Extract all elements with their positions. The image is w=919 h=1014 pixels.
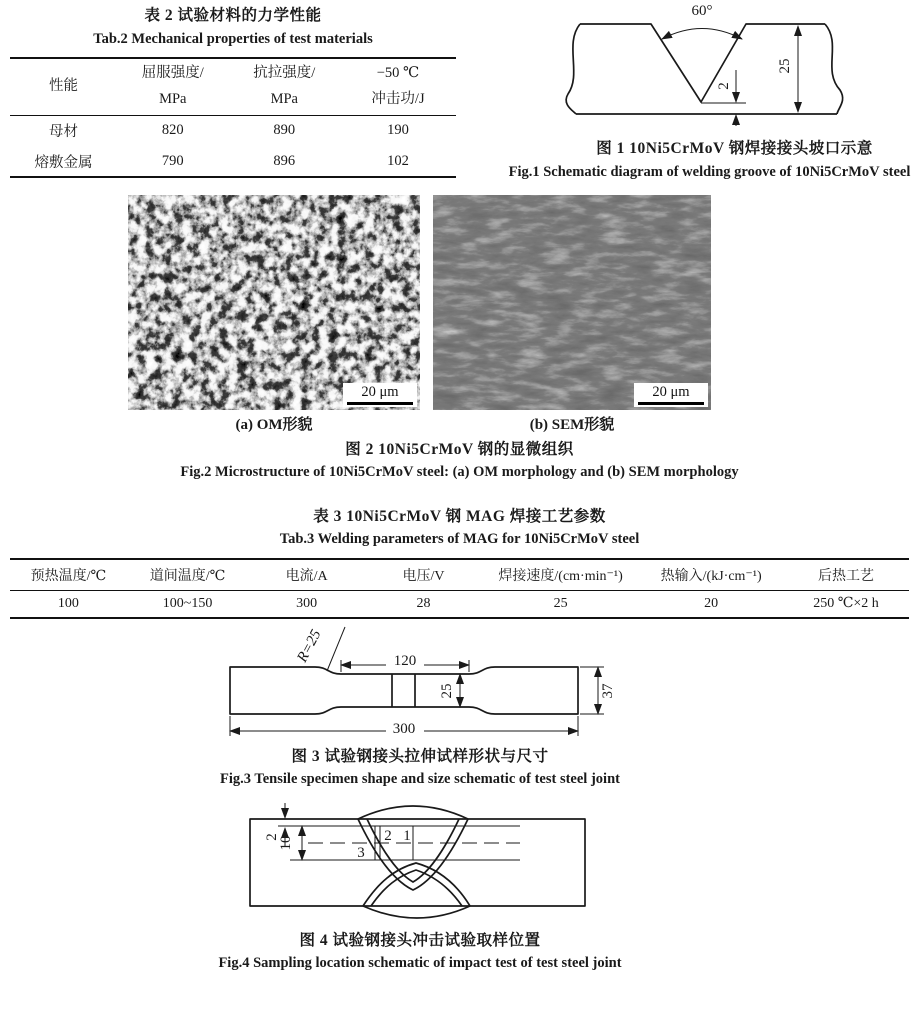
sem-texture — [433, 195, 711, 410]
table2-cell-tensile: 890 — [273, 122, 296, 139]
scale-bar-line — [347, 402, 413, 405]
fig1-caption-zh: 图 1 10Ni5CrMoV 钢焊接接头坡口示意 — [596, 140, 873, 157]
table-row — [10, 590, 909, 618]
fig2-subcaption-b: (b) SEM形貌 — [529, 417, 615, 433]
table2-title-en: Tab.2 Mechanical properties of test materials — [93, 31, 373, 47]
table3-header-postheat: 后热工艺 — [818, 568, 875, 584]
sem-micrograph — [433, 195, 711, 410]
table2 — [10, 57, 456, 178]
table3-cell-current: 300 — [296, 595, 318, 611]
table3-header-interpass: 道间温度/℃ — [149, 568, 226, 584]
table3-cell-interpass: 100~150 — [162, 595, 213, 611]
table3-cell-heat-input: 20 — [704, 595, 719, 611]
table2-header-yield-line2: MPa — [159, 90, 187, 107]
specimen-outline — [230, 667, 578, 714]
table2-header-row — [10, 58, 456, 115]
table-row — [10, 115, 456, 146]
table3-cell-preheat: 100 — [57, 595, 79, 611]
weld-top-cap — [358, 806, 468, 819]
fig1-groove-diagram — [550, 2, 918, 126]
table2-header-impact-line2: 冲击功/J — [371, 90, 425, 107]
sampling-label-3: 3 — [357, 845, 365, 861]
fig3-caption-en: Fig.3 Tensile specimen shape and size schematic of test steel joint — [220, 771, 620, 787]
fig3-caption-zh: 图 3 试验钢接头拉伸试样形状与尺寸 — [291, 748, 549, 765]
table3-title-en: Tab.3 Welding parameters of MAG for 10Ni5CrMoV steel — [279, 531, 640, 547]
table3-header-voltage: 电压/V — [402, 568, 445, 584]
table3-header-row — [10, 559, 909, 590]
table2-cell-name: 熔敷金属 — [34, 154, 93, 171]
table2-cell-yield: 790 — [161, 152, 184, 169]
sampling-label-1: 1 — [403, 828, 411, 844]
dim-label-angle: 60° — [691, 3, 713, 19]
table2-header-tensile-line2: MPa — [270, 90, 298, 107]
fig3-tensile-specimen-diagram — [200, 624, 640, 746]
scale-bar-line — [638, 402, 704, 405]
table2-cell-impact: 102 — [387, 152, 409, 169]
om-texture — [128, 195, 420, 410]
scale-bar — [634, 383, 708, 407]
table3-title-zh: 表 3 10Ni5CrMoV 钢 MAG 焊接工艺参数 — [313, 508, 606, 525]
weld-bottom-cap — [363, 906, 470, 918]
table2-cell-name: 母材 — [49, 124, 79, 141]
dim-label-gauge: 120 — [393, 653, 417, 669]
om-micrograph — [128, 195, 420, 410]
fig2-subcaption-a: (a) OM形貌 — [235, 417, 313, 433]
scale-bar-label: 20 μm — [652, 384, 690, 400]
dim-label-width: 25 — [439, 683, 455, 699]
fig1-caption-en: Fig.1 Schematic diagram of welding groove of 10Ni5CrMoV steel — [508, 164, 911, 180]
table2-header-impact — [340, 58, 456, 115]
table3-header-current: 电流/A — [285, 568, 328, 584]
scale-bar — [343, 383, 417, 407]
table2-header-tensile-line1: 抗拉强度/ — [253, 65, 316, 82]
scale-bar-label: 20 μm — [361, 384, 399, 400]
dim-label-root: 2 — [716, 82, 732, 90]
table2-cell-impact: 190 — [387, 122, 409, 139]
table3-cell-voltage: 28 — [416, 595, 431, 611]
fig4-caption-en: Fig.4 Sampling location schematic of impact test of test steel joint — [218, 955, 622, 971]
sampling-label-2: 2 — [384, 828, 392, 844]
plate-right-break-line — [825, 24, 843, 114]
table3 — [10, 558, 909, 619]
fig2-caption-zh: 图 2 10Ni5CrMoV 钢的显微组织 — [345, 441, 574, 458]
plate-left-break-line — [566, 24, 580, 114]
table2-cell-yield: 820 — [161, 122, 184, 139]
dim-label-grip: 37 — [600, 683, 616, 699]
table3-header-preheat: 预热温度/℃ — [30, 568, 107, 584]
table3-cell-postheat: 250 ℃×2 h — [813, 596, 879, 612]
fig2-caption-en: Fig.2 Microstructure of 10Ni5CrMoV steel: (a) OM morphology and (b) SEM morphology — [180, 464, 739, 480]
table2-header-tensile — [229, 58, 341, 115]
table2-header-yield-line1: 屈服强度/ — [141, 65, 204, 82]
dim-label-total: 300 — [392, 721, 416, 737]
table2-header-impact-line1: −50 ℃ — [376, 65, 420, 82]
table2-cell-tensile: 896 — [273, 152, 296, 169]
table-row — [10, 146, 456, 177]
radius-leader-line — [327, 627, 345, 671]
dim-label-offset: 2 — [264, 833, 280, 841]
dim-label-radius: R=25 — [294, 627, 325, 666]
angle-arc — [662, 29, 742, 40]
fig4-impact-sampling-diagram — [230, 799, 610, 929]
table3-header-heat-input: 热输入/(kJ·cm⁻¹) — [660, 568, 762, 584]
plate-outline — [250, 819, 585, 906]
table2-header-yield — [117, 58, 229, 115]
fig4-caption-zh: 图 4 试验钢接头冲击试验取样位置 — [299, 932, 541, 949]
table3-header-speed: 焊接速度/(cm·min⁻¹) — [498, 568, 623, 584]
dim-label-thickness: 25 — [777, 58, 793, 74]
table3-cell-speed: 25 — [553, 595, 568, 611]
table2-header-property: 性能 — [49, 78, 79, 95]
dim-label-height: 10 — [278, 835, 294, 851]
table2-title-zh: 表 2 试验材料的力学性能 — [144, 7, 322, 24]
